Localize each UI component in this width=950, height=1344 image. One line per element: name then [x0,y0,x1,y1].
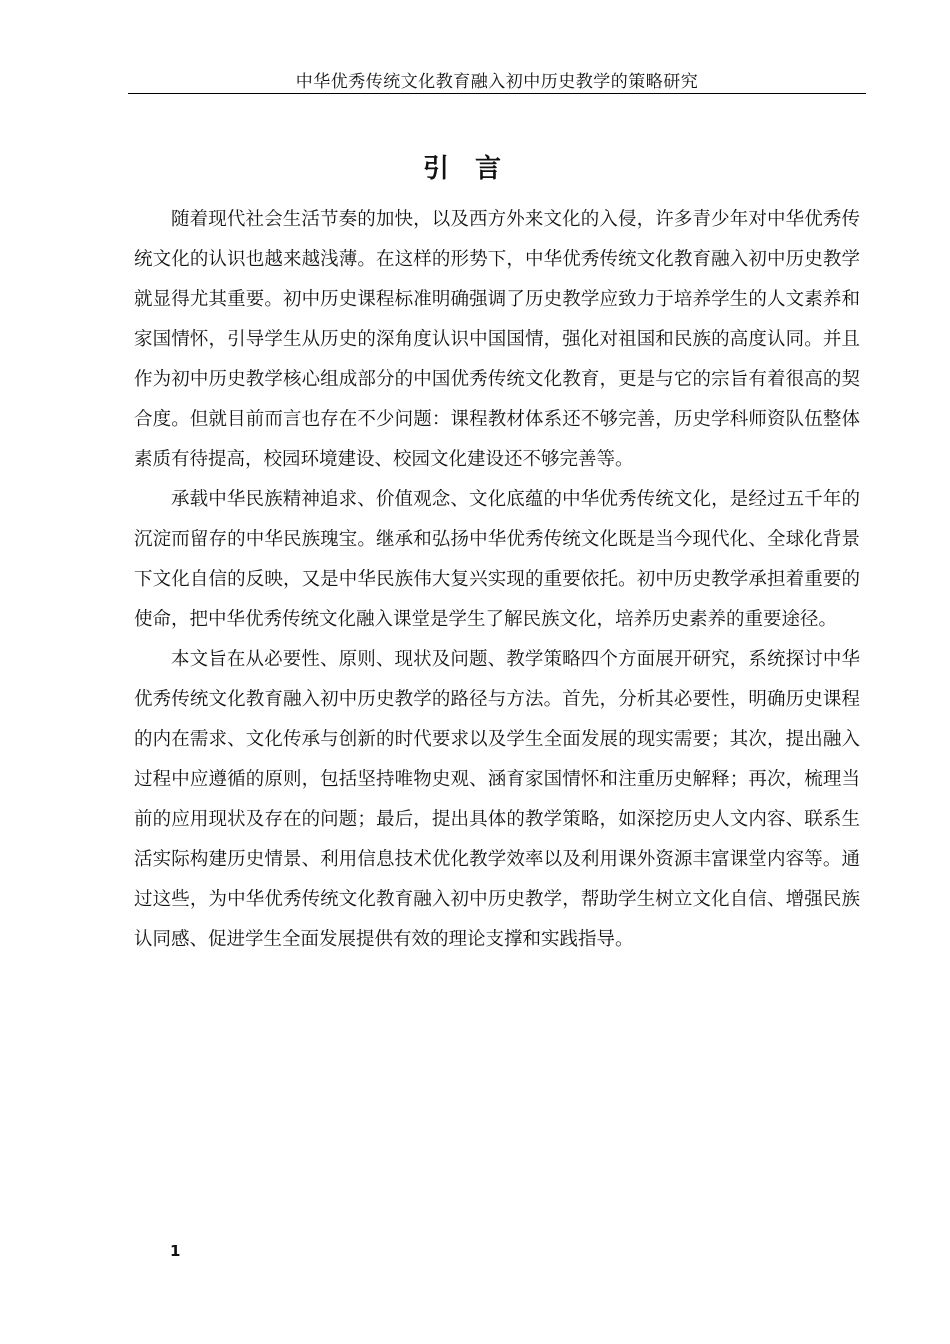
page-number: 1 [170,1242,181,1260]
paragraph-3: 本文旨在从必要性、原则、现状及问题、教学策略四个方面展开研究，系统探讨中华优秀传统文化教育融入初中历史教学的路径与方法。首先，分析其必要性，明确历史课程的内在需求、文化传承与创新的时代要求以及学生全面发展的现实需要；其次，提出融入过程中应遵循的原则，包括坚持唯物史观、涵育家国情怀和注重历史解释；再次，梳理当前的应用现状及存在的问题；最后，提出具体的教学策略，如深挖历史人文内容、联系生活实际构建历史情景、利用信息技术优化教学效率以及利用课外资源丰富课堂内容等。通过这些，为中华优秀传统文化教育融入初中历史教学，帮助学生树立文化自信、增强民族认同感、促进学生全面发展提供有效的理论支撑和实践指导。 [134,649,860,950]
paragraph-1: 随着现代社会生活节奏的加快，以及西方外来文化的入侵，许多青少年对中华优秀传统文化的认识也越来越浅薄。在这样的形势下，中华优秀传统文化教育融入初中历史教学就显得尤其重要。初中历史课程标准明确强调了历史教学应致力于培养学生的人文素养和家国情怀，引导学生从历史的深角度认识中国国情，强化对祖国和民族的高度认同。并且作为初中历史教学核心组成部分的中国优秀传统文化教育，更是与它的宗旨有着很高的契合度。但就目前而言也存在不少问题：课程教材体系还不够完善，历史学科师资队伍整体素质有待提高，校园环境建设、校园文化建设还不够完善等。 [134,209,860,470]
running-header: 中华优秀传统文化教育融入初中历史教学的策略研究 [128,64,866,94]
paragraph-2: 承载中华民族精神追求、价值观念、文化底蕴的中华优秀传统文化，是经过五千年的沉淀而留存的中华民族瑰宝。继承和弘扬中华优秀传统文化既是当今现代化、全球化背景下文化自信的反映，又是中华民族伟大复兴实现的重要依托。初中历史教学承担着重要的使命，把中华优秀传统文化融入课堂是学生了解民族文化，培养历史素养的重要途径。 [134,489,860,630]
page-title: 引言 [422,154,527,184]
body-text [134,200,860,960]
